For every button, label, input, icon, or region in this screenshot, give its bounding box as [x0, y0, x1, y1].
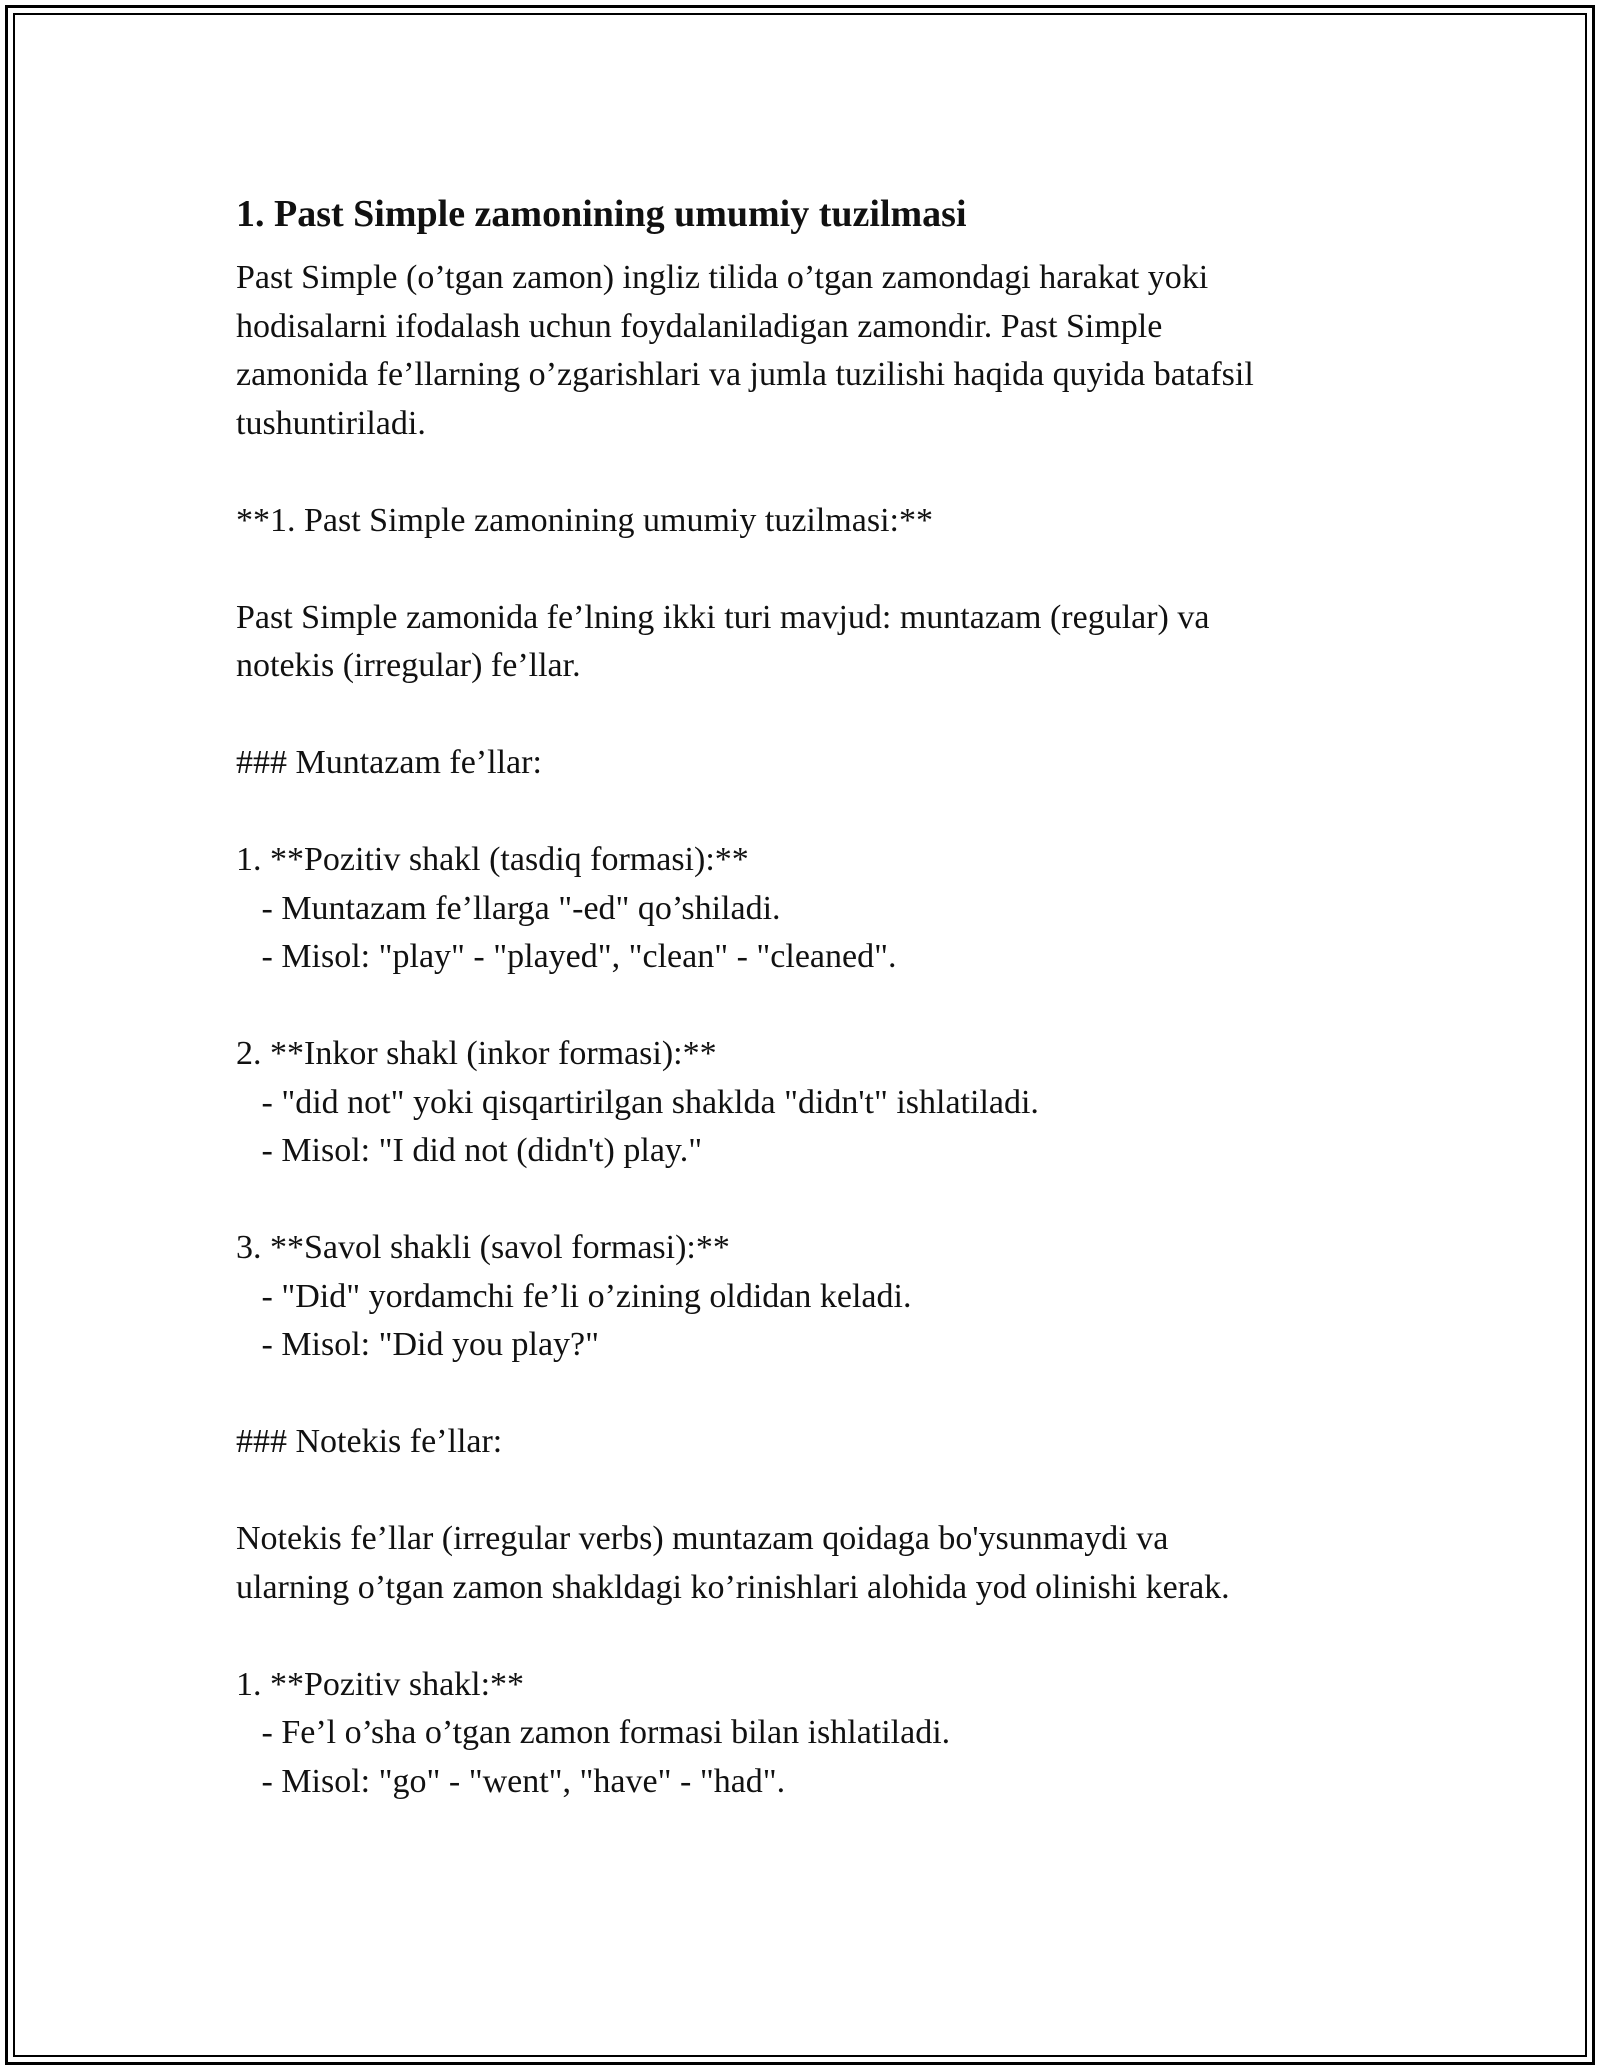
document-lines [236, 254, 1376, 1806]
document-title: 1. Past Simple zamonining umumiy tuzilmasi [236, 193, 967, 235]
text-line: tushuntiriladi. [236, 404, 426, 442]
text-line: ### Notekis fe’llar: [236, 1423, 503, 1460]
blank-line [236, 545, 1376, 594]
document-body [236, 190, 1376, 1806]
text-line: - Muntazam fe’llarga "-ed" qo’shiladi. [236, 889, 781, 927]
text-line: Past Simple (o’tgan zamon) ingliz tilida o’tgan zamondagi harakat yoki [236, 259, 1209, 296]
blank-line [236, 1176, 1376, 1225]
text-line: - "did not" yoki qisqartirilgan shaklda "didn't" ishlatiladi. [236, 1083, 1039, 1121]
text-line: zamonida fe’llarning o’zgarishlari va jumla tuzilishi haqida quyida batafsil [236, 356, 1254, 393]
text-line: 1. **Pozitiv shakl:** [236, 1665, 525, 1703]
text-line: - Fe’l o’sha o’tgan zamon formasi bilan ishlatiladi. [236, 1714, 951, 1751]
text-line: 1. **Pozitiv shakl (tasdiq formasi):** [236, 841, 749, 878]
blank-line [236, 1612, 1376, 1661]
text-line: Notekis fe’llar (irregular verbs) muntazam qoidaga bo'ysunmaydi va [236, 1520, 1169, 1557]
text-line: - Misol: "go" - "went", "have" - "had". [236, 1762, 786, 1800]
text-line: - Misol: "play" - "played", "clean" - "cleaned". [236, 938, 897, 975]
text-line: ularning o’tgan zamon shakldagi ko’rinishlari alohida yod olinishi kerak. [236, 1568, 1230, 1606]
blank-line [236, 1467, 1376, 1516]
text-line: 2. **Inkor shakl (inkor formasi):** [236, 1035, 717, 1072]
text-line: - Misol: "I did not (didn't) play." [236, 1132, 703, 1169]
blank-line [236, 448, 1376, 497]
text-line: notekis (irregular) fe’llar. [236, 647, 581, 684]
text-line: - Misol: "Did you play?" [236, 1326, 600, 1363]
text-line: - "Did" yordamchi fe’li o’zining oldidan keladi. [236, 1277, 912, 1315]
blank-line [236, 691, 1376, 740]
text-line: **1. Past Simple zamonining umumiy tuzilmasi:** [236, 501, 933, 539]
blank-line [236, 1370, 1376, 1419]
blank-line [236, 982, 1376, 1031]
text-line: hodisalarni ifodalash uchun foydalaniladigan zamondir. Past Simple [236, 307, 1163, 345]
blank-line [236, 788, 1376, 837]
text-line: ### Muntazam fe’llar: [236, 744, 542, 781]
text-line: Past Simple zamonida fe’lning ikki turi mavjud: muntazam (regular) va [236, 598, 1210, 636]
text-line: 3. **Savol shakli (savol formasi):** [236, 1229, 730, 1266]
